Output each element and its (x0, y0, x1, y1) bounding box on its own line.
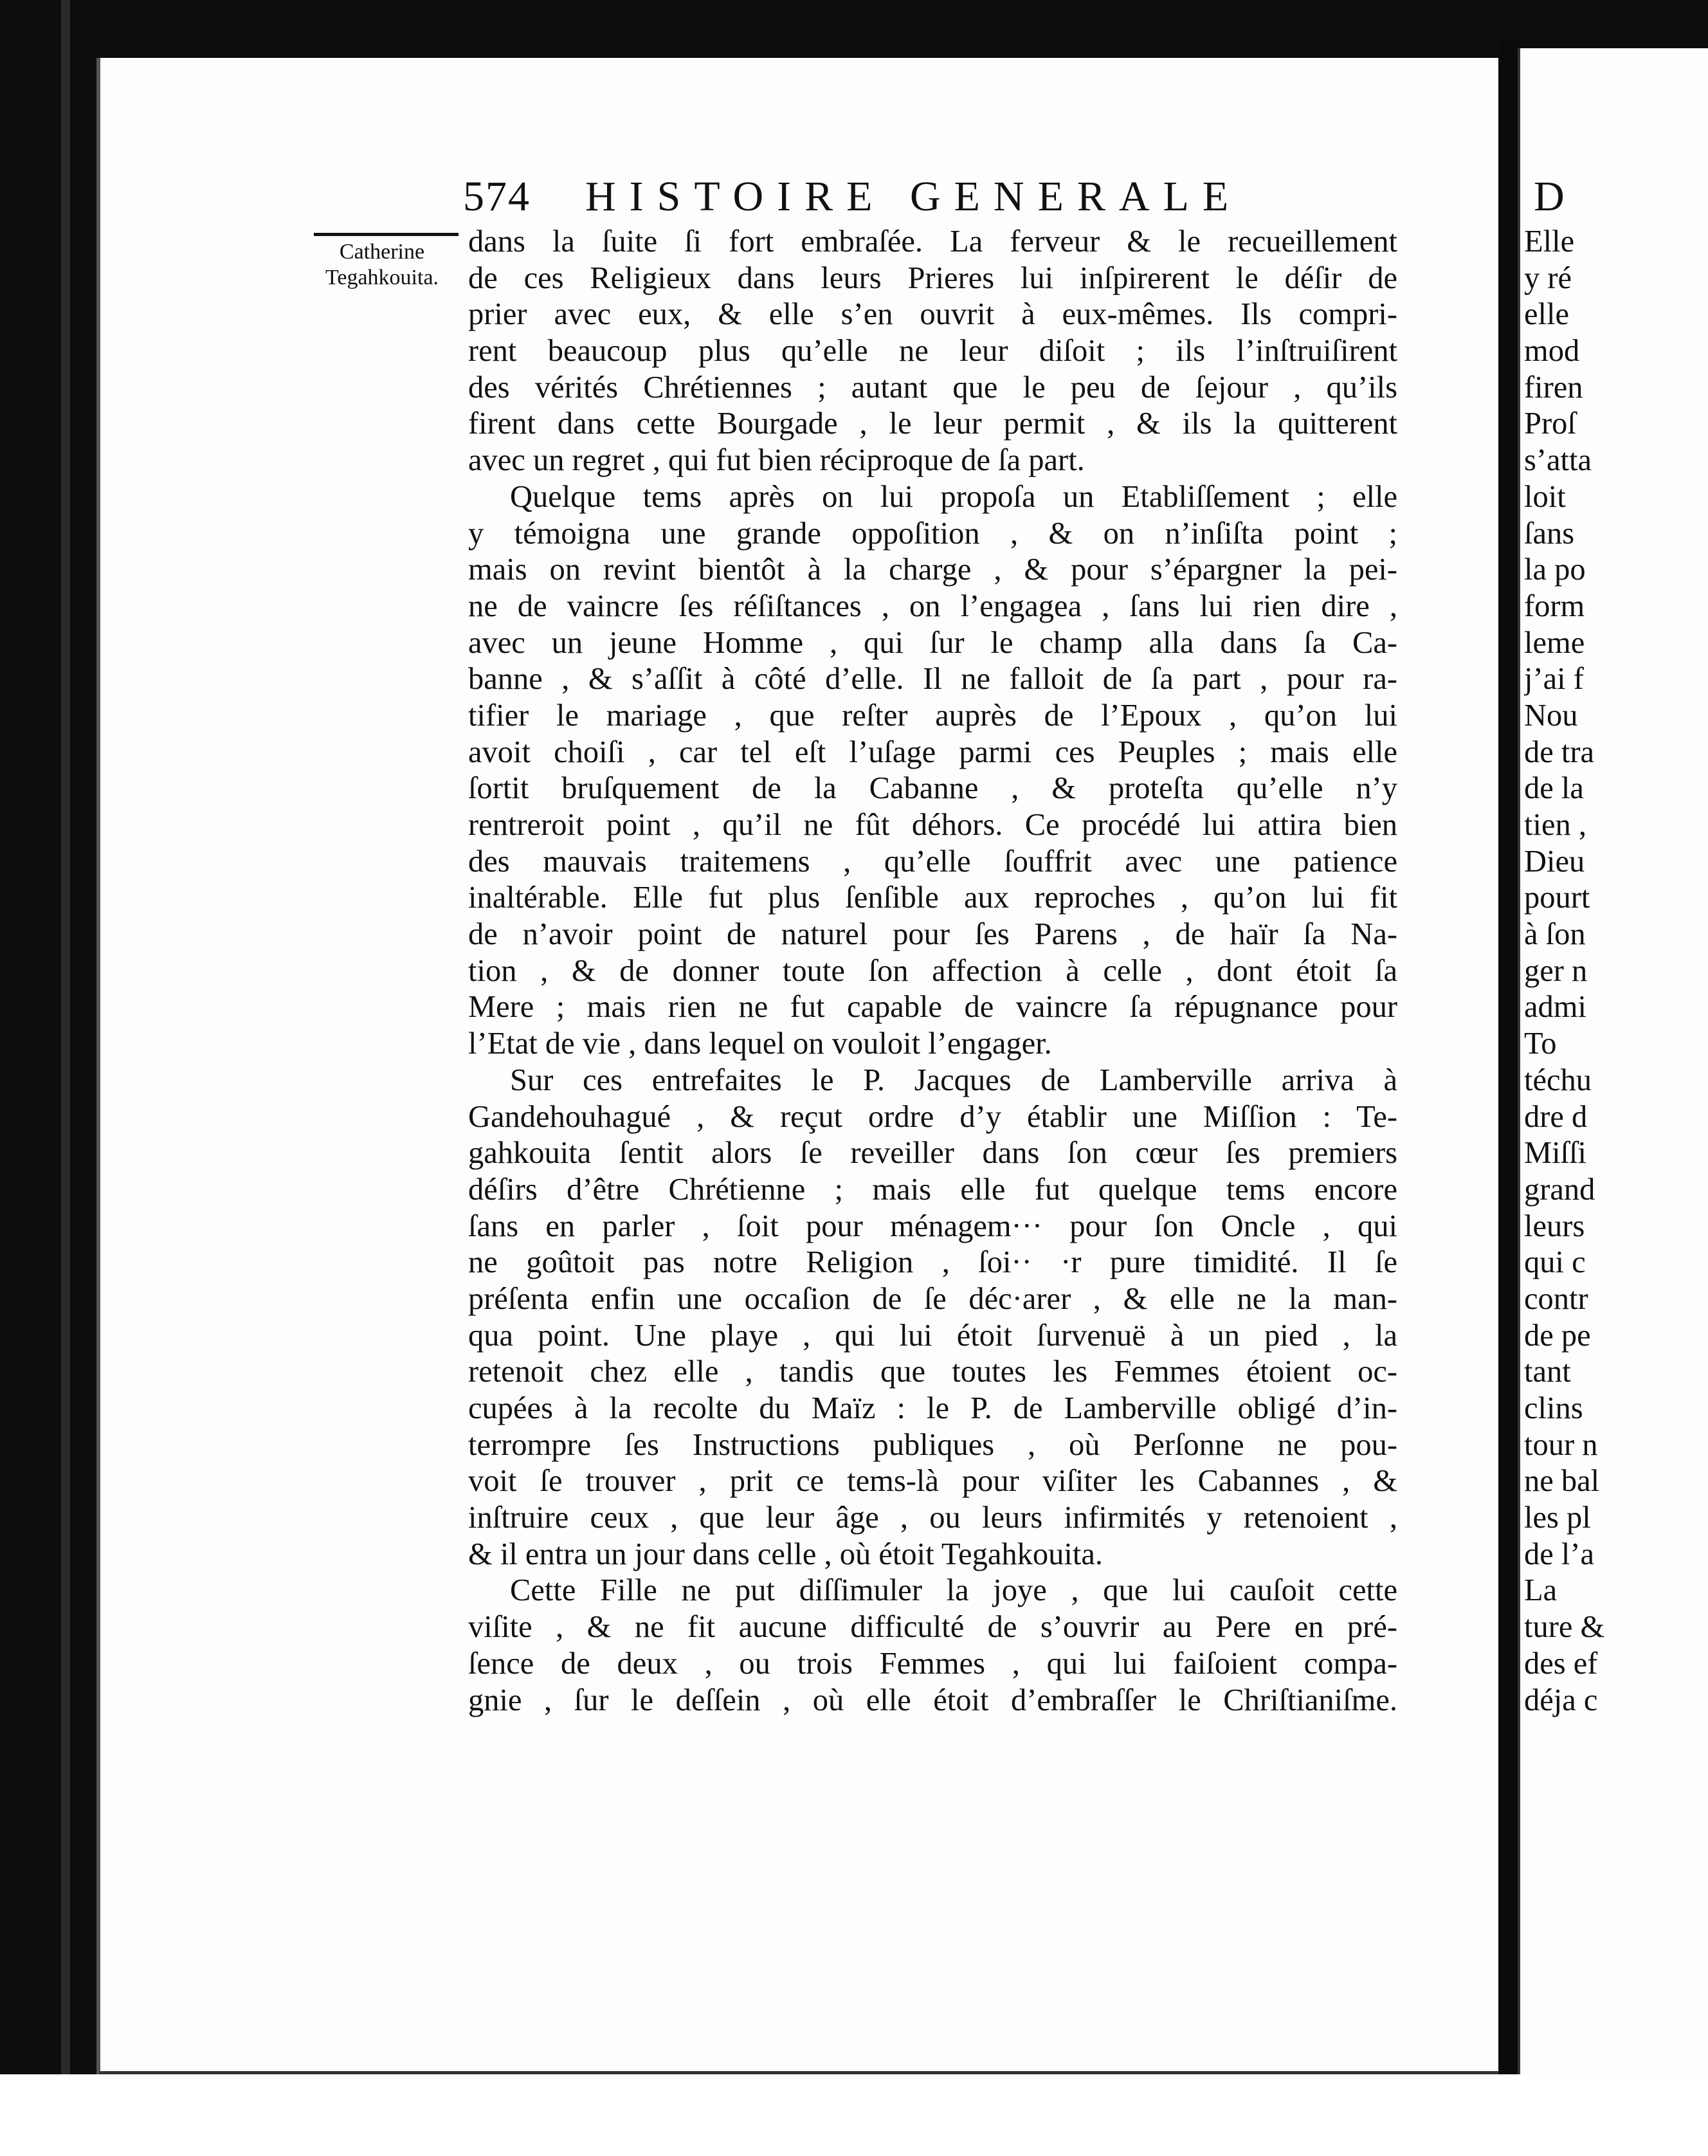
right-text-line: y ré (1524, 260, 1572, 295)
text-line: ſans en parler , ſoit pour ménagem··· pour ſon Oncle , qui (468, 1209, 1397, 1243)
right-text-line: des ef (1524, 1646, 1598, 1681)
text-line: de ces Religieux dans leurs Prieres lui inſpirerent le déſir de (468, 260, 1397, 295)
margin-note-line: Catherine (339, 240, 425, 264)
right-text-line: la po (1524, 553, 1586, 587)
text-line: qua point. Une playe , qui lui étoit ſurvenuë à un pied , la (468, 1318, 1397, 1353)
text-line: avoit choiſi , car tel eſt l’uſage parmi ces Peuples ; mais elle (468, 735, 1397, 769)
right-text-line: de la (1524, 771, 1584, 806)
right-text-line: de l’a (1524, 1537, 1595, 1571)
text-line: inaltérable. Elle fut plus ſenſible aux reproches , qu’on lui fit (468, 881, 1397, 915)
text-line: inſtruire ceux , que leur âge , ou leurs infirmités y retenoient , (468, 1501, 1397, 1535)
right-text-line: Elle (1524, 224, 1575, 259)
right-text-line: grand (1524, 1172, 1595, 1207)
text-line: rent beaucoup plus qu’elle ne leur diſoit ; ils l’inſtruiſirent (468, 334, 1397, 369)
text-line: avec un regret , qui fut bien réciproque de ſa part. (468, 443, 1085, 478)
right-text-line: ſans (1524, 516, 1575, 551)
text-line: y témoigna une grande oppoſition , & on n’inſiſta point ; (468, 516, 1397, 551)
right-text-line: mod (1524, 334, 1580, 369)
right-text-line: ne bal (1524, 1464, 1600, 1499)
right-text-line: déja c (1524, 1683, 1598, 1717)
right-text-line: ture & (1524, 1610, 1605, 1645)
text-line: gahkouita ſentit alors ſe reveiller dans ſon cœur ſes premiers (468, 1136, 1397, 1171)
right-text-line: admi (1524, 990, 1586, 1025)
text-line: mais on revint bientôt à la charge , & pour s’épargner la pei- (468, 553, 1397, 587)
margin-note (309, 239, 455, 291)
right-page-text (1524, 224, 1708, 1719)
sidenote-rule (314, 233, 459, 236)
body-text (468, 224, 1397, 1719)
text-line: l’Etat de vie , dans lequel on vouloit l’engager. (468, 1027, 1052, 1061)
text-line: ne goûtoit pas notre Religion , ſoi·· ·r pure timidité. Il ſe (468, 1245, 1397, 1280)
running-title: HISTOIRE GENERALE (585, 173, 1242, 220)
right-text-line: s’atta (1524, 443, 1592, 478)
right-text-line: elle (1524, 297, 1570, 332)
text-line: préſenta enfin une occaſion de ſe déc·arer , & elle ne la man- (468, 1281, 1397, 1316)
right-text-line: téchu (1524, 1063, 1592, 1097)
right-text-line: dre d (1524, 1099, 1588, 1134)
page-gutter (1498, 39, 1518, 2078)
page-number: 574 (463, 173, 531, 220)
right-text-line: Nou (1524, 698, 1578, 733)
right-text-line: form (1524, 589, 1585, 623)
right-text-line: firen (1524, 370, 1583, 405)
text-line: avec un jeune Homme , qui ſur le champ alla dans ſa Ca- (468, 625, 1397, 660)
margin-note-line: Tegahkouita. (325, 266, 439, 289)
text-line: banne , & s’aſſit à côté d’elle. Il ne falloit de ſa part , pour ra- (468, 662, 1397, 697)
right-text-line: Dieu (1524, 844, 1585, 879)
right-text-line: tant (1524, 1355, 1571, 1389)
text-line: & il entra un jour dans celle , où étoit Tegahkouita. (468, 1537, 1104, 1571)
binding-shadow (61, 0, 70, 2156)
text-line: des vérités Chrétiennes ; autant que le peu de ſejour , qu’ils (468, 370, 1397, 405)
text-line: voit ſe trouver , prit ce tems-là pour viſiter les Cabannes , & (468, 1464, 1397, 1499)
right-text-line: j’ai f (1524, 662, 1584, 697)
running-head (463, 172, 1242, 221)
right-text-line: clins (1524, 1391, 1583, 1425)
right-text-line: leme (1524, 625, 1585, 660)
text-line: déſirs d’être Chrétienne ; mais elle fut quelque tems encore (468, 1172, 1397, 1207)
right-text-line: tour n (1524, 1427, 1598, 1462)
text-line: ſortit bruſquement de la Cabanne , & proteſta qu’elle n’y (468, 771, 1397, 806)
text-line: des mauvais traitemens , qu’elle ſouffrit avec une patience (468, 844, 1397, 879)
scan-border-left (0, 0, 96, 2156)
right-text-line: contr (1524, 1281, 1588, 1316)
text-line: rentreroit point , qu’il ne fût déhors. Ce procédé lui attira bien (468, 808, 1397, 842)
text-line: Sur ces entrefaites le P. Jacques de Lamberville arriva à (510, 1063, 1397, 1097)
right-text-line: leurs (1524, 1209, 1585, 1243)
text-line: firent dans cette Bourgade , le leur permit , & ils la quitterent (468, 407, 1397, 441)
right-text-line: les pl (1524, 1501, 1591, 1535)
text-line: ne de vaincre ſes réſiſtances , on l’engagea , ſans lui rien dire , (468, 589, 1397, 623)
text-line: cupées à la recolte du Maïz : le P. de Lamberville obligé d’in- (468, 1391, 1397, 1425)
text-line: Cette Fille ne put diſſimuler la joye , que lui cauſoit cette (510, 1573, 1397, 1608)
right-text-line: de tra (1524, 735, 1595, 769)
text-line: terrompre ſes Instructions publiques , où Perſonne ne pou- (468, 1427, 1397, 1462)
right-text-line: ger n (1524, 953, 1588, 988)
text-line: retenoit chez elle , tandis que toutes les Femmes étoient oc- (468, 1355, 1397, 1389)
right-text-line: Miſſi (1524, 1136, 1587, 1171)
scan-border-bottom (0, 2074, 1708, 2156)
right-text-line: tien , (1524, 808, 1586, 842)
text-line: Mere ; mais rien ne fut capable de vaincre ſa répugnance pour (468, 990, 1397, 1025)
right-text-line: à ſon (1524, 917, 1586, 952)
right-text-line: pourt (1524, 881, 1590, 915)
text-line: Gandehouhagué , & reçut ordre d’y établir une Miſſion : Te- (468, 1099, 1397, 1134)
right-text-line: Proſ (1524, 407, 1576, 441)
text-line: ſence de deux , ou trois Femmes , qui lui faiſoient compa- (468, 1646, 1397, 1681)
right-text-line: La (1524, 1573, 1558, 1608)
right-text-line: de pe (1524, 1318, 1591, 1353)
text-line: dans la ſuite ſi fort embraſée. La ferveur & le recueillement (468, 224, 1397, 259)
scan-border-top (0, 0, 1708, 58)
right-text-line: qui c (1524, 1245, 1586, 1280)
text-line: Quelque tems après on lui propoſa un Etabliſſement ; elle (510, 479, 1397, 514)
right-text-line: loit (1524, 479, 1566, 514)
text-line: tion , & de donner toute ſon affection à celle , dont étoit ſa (468, 953, 1397, 988)
right-running-title: D (1534, 173, 1565, 220)
text-line: gnie , ſur le deſſein , où elle étoit d’embraſſer le Chriſtianiſme. (468, 1683, 1397, 1717)
text-line: viſite , & ne fit aucune difficulté de s’ouvrir au Pere en pré- (468, 1610, 1397, 1645)
text-line: prier avec eux, & elle s’en ouvrit à eux-mêmes. Ils compri- (468, 297, 1397, 332)
text-line: tifier le mariage , que reſter auprès de l’Epoux , qu’on lui (468, 698, 1397, 733)
text-line: de n’avoir point de naturel pour ſes Parens , de haïr ſa Na- (468, 917, 1397, 952)
right-text-line: To (1524, 1027, 1557, 1061)
